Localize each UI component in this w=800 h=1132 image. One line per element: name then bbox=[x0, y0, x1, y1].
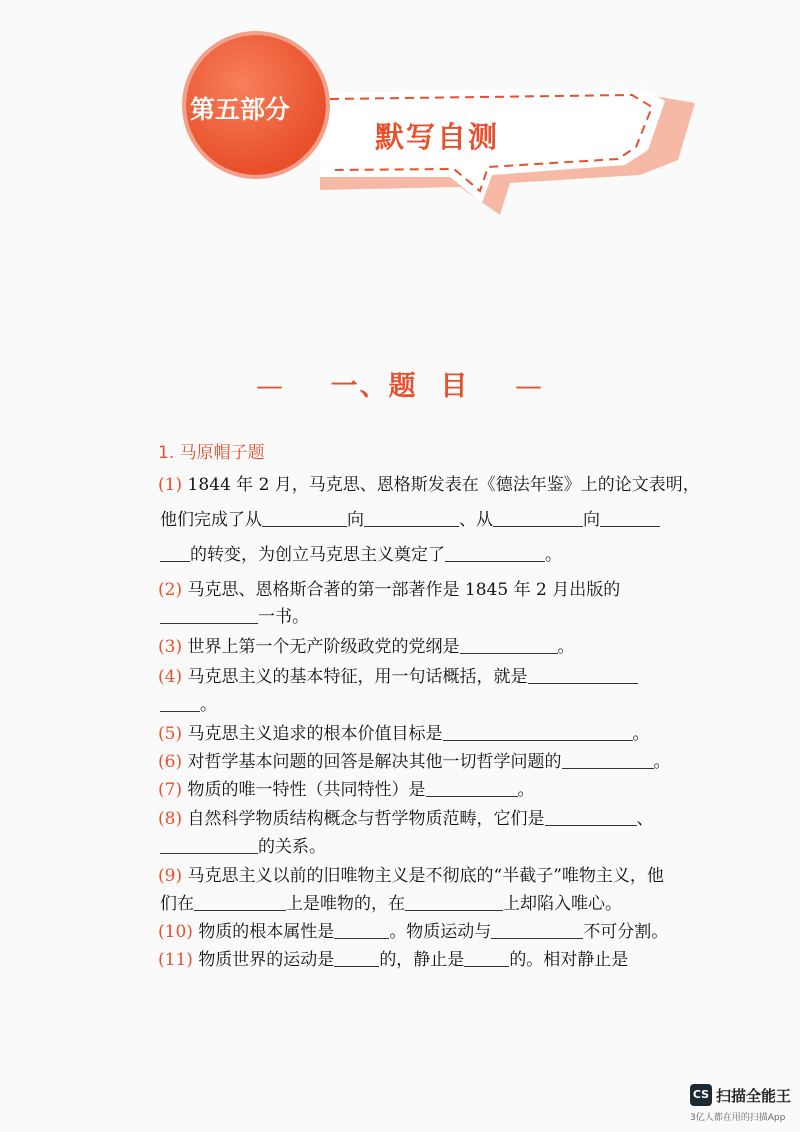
answer-blank[interactable] bbox=[160, 605, 258, 624]
answer-blank[interactable] bbox=[334, 920, 389, 939]
question-text: 向 bbox=[583, 510, 600, 530]
question-text: 。 bbox=[200, 695, 217, 715]
heading-dash-left: — bbox=[255, 371, 285, 402]
question-text: 、 bbox=[636, 809, 654, 829]
question-text: 不可分割。 bbox=[583, 922, 669, 942]
question-number: (11) bbox=[158, 950, 193, 970]
question-11 bbox=[158, 943, 698, 978]
answer-blank[interactable] bbox=[493, 508, 583, 527]
question-number: (5) bbox=[158, 724, 183, 744]
question-text: 马克思、恩格斯合著的第一部著作是 1845 年 2 月出版的 bbox=[187, 580, 621, 600]
question-number: (2) bbox=[158, 580, 183, 600]
answer-blank[interactable] bbox=[545, 807, 637, 826]
part-label: 第五部分 bbox=[190, 95, 291, 124]
question-text: 、从 bbox=[459, 510, 493, 530]
question-number: (4) bbox=[158, 667, 183, 687]
question-number: (9) bbox=[158, 866, 183, 886]
answer-blank[interactable] bbox=[445, 543, 545, 562]
answer-blank[interactable] bbox=[405, 892, 503, 911]
question-text: 马克思主义以前的旧唯物主义是不彻底的“半截子”唯物主义，他 bbox=[187, 866, 664, 886]
heading-text: 一、题 目 bbox=[330, 371, 470, 402]
answer-blank[interactable] bbox=[334, 948, 379, 967]
answer-blank[interactable] bbox=[160, 835, 258, 854]
answer-blank[interactable] bbox=[160, 543, 190, 562]
question-text: 马克思主义的基本特征，用一句话概括，就是 bbox=[187, 667, 528, 687]
watermark-subtitle: 3亿人都在用的扫描App bbox=[690, 1113, 786, 1123]
question-text: 的转变，为创立马克思主义奠定了 bbox=[190, 545, 445, 565]
answer-blank[interactable] bbox=[464, 948, 509, 967]
answer-blank[interactable] bbox=[562, 750, 654, 769]
question-number: (1) bbox=[158, 475, 183, 495]
question-text: 他们完成了从 bbox=[160, 510, 262, 530]
watermark-name: 扫描全能王 bbox=[716, 1087, 792, 1105]
question-text: 物质的唯一特性（共同特性）是 bbox=[187, 780, 426, 800]
question-1 bbox=[158, 468, 698, 503]
question-text: 的关系。 bbox=[258, 837, 326, 857]
answer-blank[interactable] bbox=[262, 508, 347, 527]
camscanner-logo-icon: CS bbox=[690, 1084, 712, 1106]
question-1-line-2 bbox=[160, 503, 700, 538]
section-heading bbox=[0, 364, 800, 403]
question-text: 1844 年 2 月，马克思、恩格斯发表在《德法年鉴》上的论文表明， bbox=[187, 475, 700, 495]
answer-blank[interactable] bbox=[528, 665, 638, 684]
question-text: 的，静止是 bbox=[379, 950, 465, 970]
question-number: (7) bbox=[158, 780, 183, 800]
question-text: 上是唯物的，在 bbox=[286, 894, 405, 914]
question-text: 马克思主义追求的根本价值目标是 bbox=[187, 724, 443, 744]
answer-blank[interactable] bbox=[160, 693, 200, 712]
question-text: 世界上第一个无产阶级政党的党纲是 bbox=[187, 637, 460, 657]
question-text: 一书。 bbox=[258, 607, 309, 627]
question-text: 上却陷入唯心。 bbox=[503, 894, 622, 914]
answer-blank[interactable] bbox=[600, 508, 660, 527]
question-text: 物质世界的运动是 bbox=[198, 950, 335, 970]
question-number: (6) bbox=[158, 752, 183, 772]
answer-blank[interactable] bbox=[194, 892, 286, 911]
answer-blank[interactable] bbox=[460, 635, 558, 654]
question-text: 自然科学物质结构概念与哲学物质范畴，它们是 bbox=[187, 809, 545, 829]
question-text: 。物质运动与 bbox=[389, 922, 492, 942]
question-text: 对哲学基本问题的回答是解决其他一切哲学问题的 bbox=[187, 752, 562, 772]
question-1-line-3 bbox=[160, 538, 700, 573]
question-text: 。 bbox=[557, 637, 575, 657]
question-text: 。 bbox=[545, 545, 562, 565]
question-number: (10) bbox=[158, 922, 193, 942]
banner-title: 默写自测 bbox=[375, 120, 500, 154]
part-banner bbox=[170, 25, 710, 225]
question-text: 向 bbox=[347, 510, 364, 530]
section-title: 1. 马原帽子题 bbox=[158, 443, 265, 463]
question-text: 们在 bbox=[160, 894, 194, 914]
question-text: 。 bbox=[653, 752, 671, 772]
question-number: (3) bbox=[158, 637, 183, 657]
answer-blank[interactable] bbox=[426, 778, 518, 797]
heading-dash-right: — bbox=[515, 371, 545, 402]
question-number: (8) bbox=[158, 809, 183, 829]
question-text: 的。相对静止是 bbox=[509, 950, 629, 970]
question-text: 。 bbox=[517, 780, 535, 800]
question-text: 物质的根本属性是 bbox=[198, 922, 335, 942]
answer-blank[interactable] bbox=[491, 920, 583, 939]
question-text: 。 bbox=[632, 724, 650, 744]
answer-blank[interactable] bbox=[364, 508, 459, 527]
answer-blank[interactable] bbox=[443, 722, 633, 741]
